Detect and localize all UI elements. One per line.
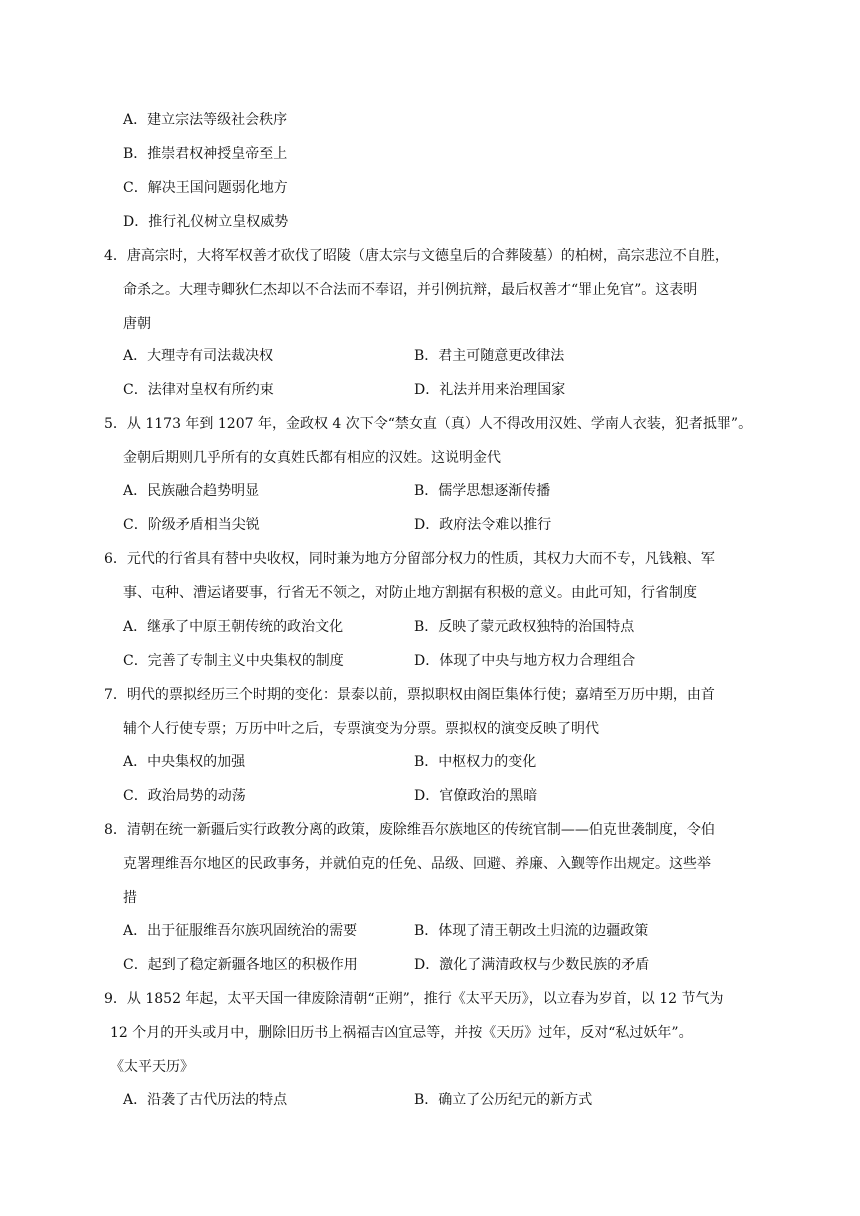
q3-option-d: D．推行礼仪树立皇权威势 <box>123 214 289 230</box>
q8-option-b: B．体现了清王朝改土归流的边疆政策 <box>414 923 649 939</box>
q5-stem-line-1: 5．从 1173 年到 1207 年，金政权 4 次下令“禁女直（真）人不得改用汉姓、学南人衣装，犯者抵罪”。 <box>104 416 753 432</box>
q6-option-d: D．体现了中央与地方权力合理组合 <box>414 653 636 669</box>
q9-option-b: B．确立了公历纪元的新方式 <box>414 1092 593 1108</box>
q7-option-b: B．中枢权力的变化 <box>414 754 537 770</box>
q8-option-a: A．出于征服维吾尔族巩固统治的需要 <box>123 923 358 939</box>
q8-stem-line-2: 克署理维吾尔地区的民政事务，并就伯克的任免、品级、回避、养廉、入觐等作出规定。这些举 <box>123 856 711 872</box>
q7-stem-line-2: 辅个人行使专票；万历中叶之后，专票演变为分票。票拟权的演变反映了明代 <box>123 721 599 737</box>
q7-stem-line-1: 7．明代的票拟经历三个时期的变化：景泰以前，票拟职权由阁臣集体行使；嘉靖至万历中期，由首 <box>104 687 715 703</box>
q9-stem-line-3: 《太平天历》 <box>110 1059 194 1075</box>
q4-stem-line-2: 命杀之。大理寺卿狄仁杰却以不合法而不奉诏，并引例抗辩，最后权善才“罪止免官”。这表明 <box>123 282 698 298</box>
q7-option-c: C．政治局势的动荡 <box>123 788 246 804</box>
q9-stem-line-1: 9．从 1852 年起，太平天国一律废除清朝“正朔”，推行《太平天历》，以立春为岁首，以 12 节气为 <box>104 991 724 1007</box>
q5-option-a: A．民族融合趋势明显 <box>123 483 260 499</box>
q6-option-a: A．继承了中原王朝传统的政治文化 <box>123 619 344 635</box>
q4-option-d: D．礼法并用来治理国家 <box>414 382 566 398</box>
q5-option-b: B．儒学思想逐渐传播 <box>414 483 551 499</box>
q6-option-b: B．反映了蒙元政权独特的治国特点 <box>414 619 635 635</box>
q5-option-d: D．政府法令难以推行 <box>414 517 552 533</box>
q5-option-c: C．阶级矛盾相当尖锐 <box>123 517 260 533</box>
q8-option-d: D．激化了满清政权与少数民族的矛盾 <box>414 957 650 973</box>
q3-option-a: A．建立宗法等级社会秩序 <box>123 112 288 128</box>
q3-option-b: B．推崇君权神授皇帝至上 <box>123 146 288 162</box>
q6-stem-line-2: 事、屯种、漕运诸要事，行省无不领之，对防止地方割据有积极的意义。由此可知，行省制度 <box>123 585 697 601</box>
q9-stem-line-2: 12 个月的开头或月中，删除旧历书上祸福吉凶宜忌等，并按《天历》过年，反对“私过妖年”。 <box>110 1025 693 1041</box>
q9-option-a: A．沿袭了古代历法的特点 <box>123 1092 288 1108</box>
q8-option-c: C．起到了稳定新疆各地区的积极作用 <box>123 957 358 973</box>
q6-option-c: C．完善了专制主义中央集权的制度 <box>123 653 344 669</box>
q8-stem-line-1: 8．清朝在统一新疆后实行政教分离的政策，废除维吾尔族地区的传统官制——伯克世袭制度，令伯 <box>104 822 715 838</box>
q8-stem-line-3: 措 <box>123 890 137 906</box>
q4-stem-line-1: 4．唐高宗时，大将军权善才砍伐了昭陵（唐太宗与文德皇后的合葬陵墓）的柏树，高宗悲泣不自胜， <box>104 248 729 264</box>
q6-stem-line-1: 6．元代的行省具有替中央收权，同时兼为地方分留部分权力的性质，其权力大而不专，凡钱粮、军 <box>104 551 715 567</box>
q4-option-c: C．法律对皇权有所约束 <box>123 382 274 398</box>
q7-option-d: D．官僚政治的黑暗 <box>414 788 538 804</box>
q4-stem-line-3: 唐朝 <box>123 316 151 332</box>
q5-stem-line-2: 金朝后期则几乎所有的女真姓氏都有相应的汉姓。这说明金代 <box>123 450 501 466</box>
q3-option-c: C．解决王国问题弱化地方 <box>123 180 288 196</box>
q7-option-a: A．中央集权的加强 <box>123 754 246 770</box>
q4-option-b: B．君主可随意更改律法 <box>414 348 565 364</box>
q4-option-a: A．大理寺有司法裁决权 <box>123 348 274 364</box>
